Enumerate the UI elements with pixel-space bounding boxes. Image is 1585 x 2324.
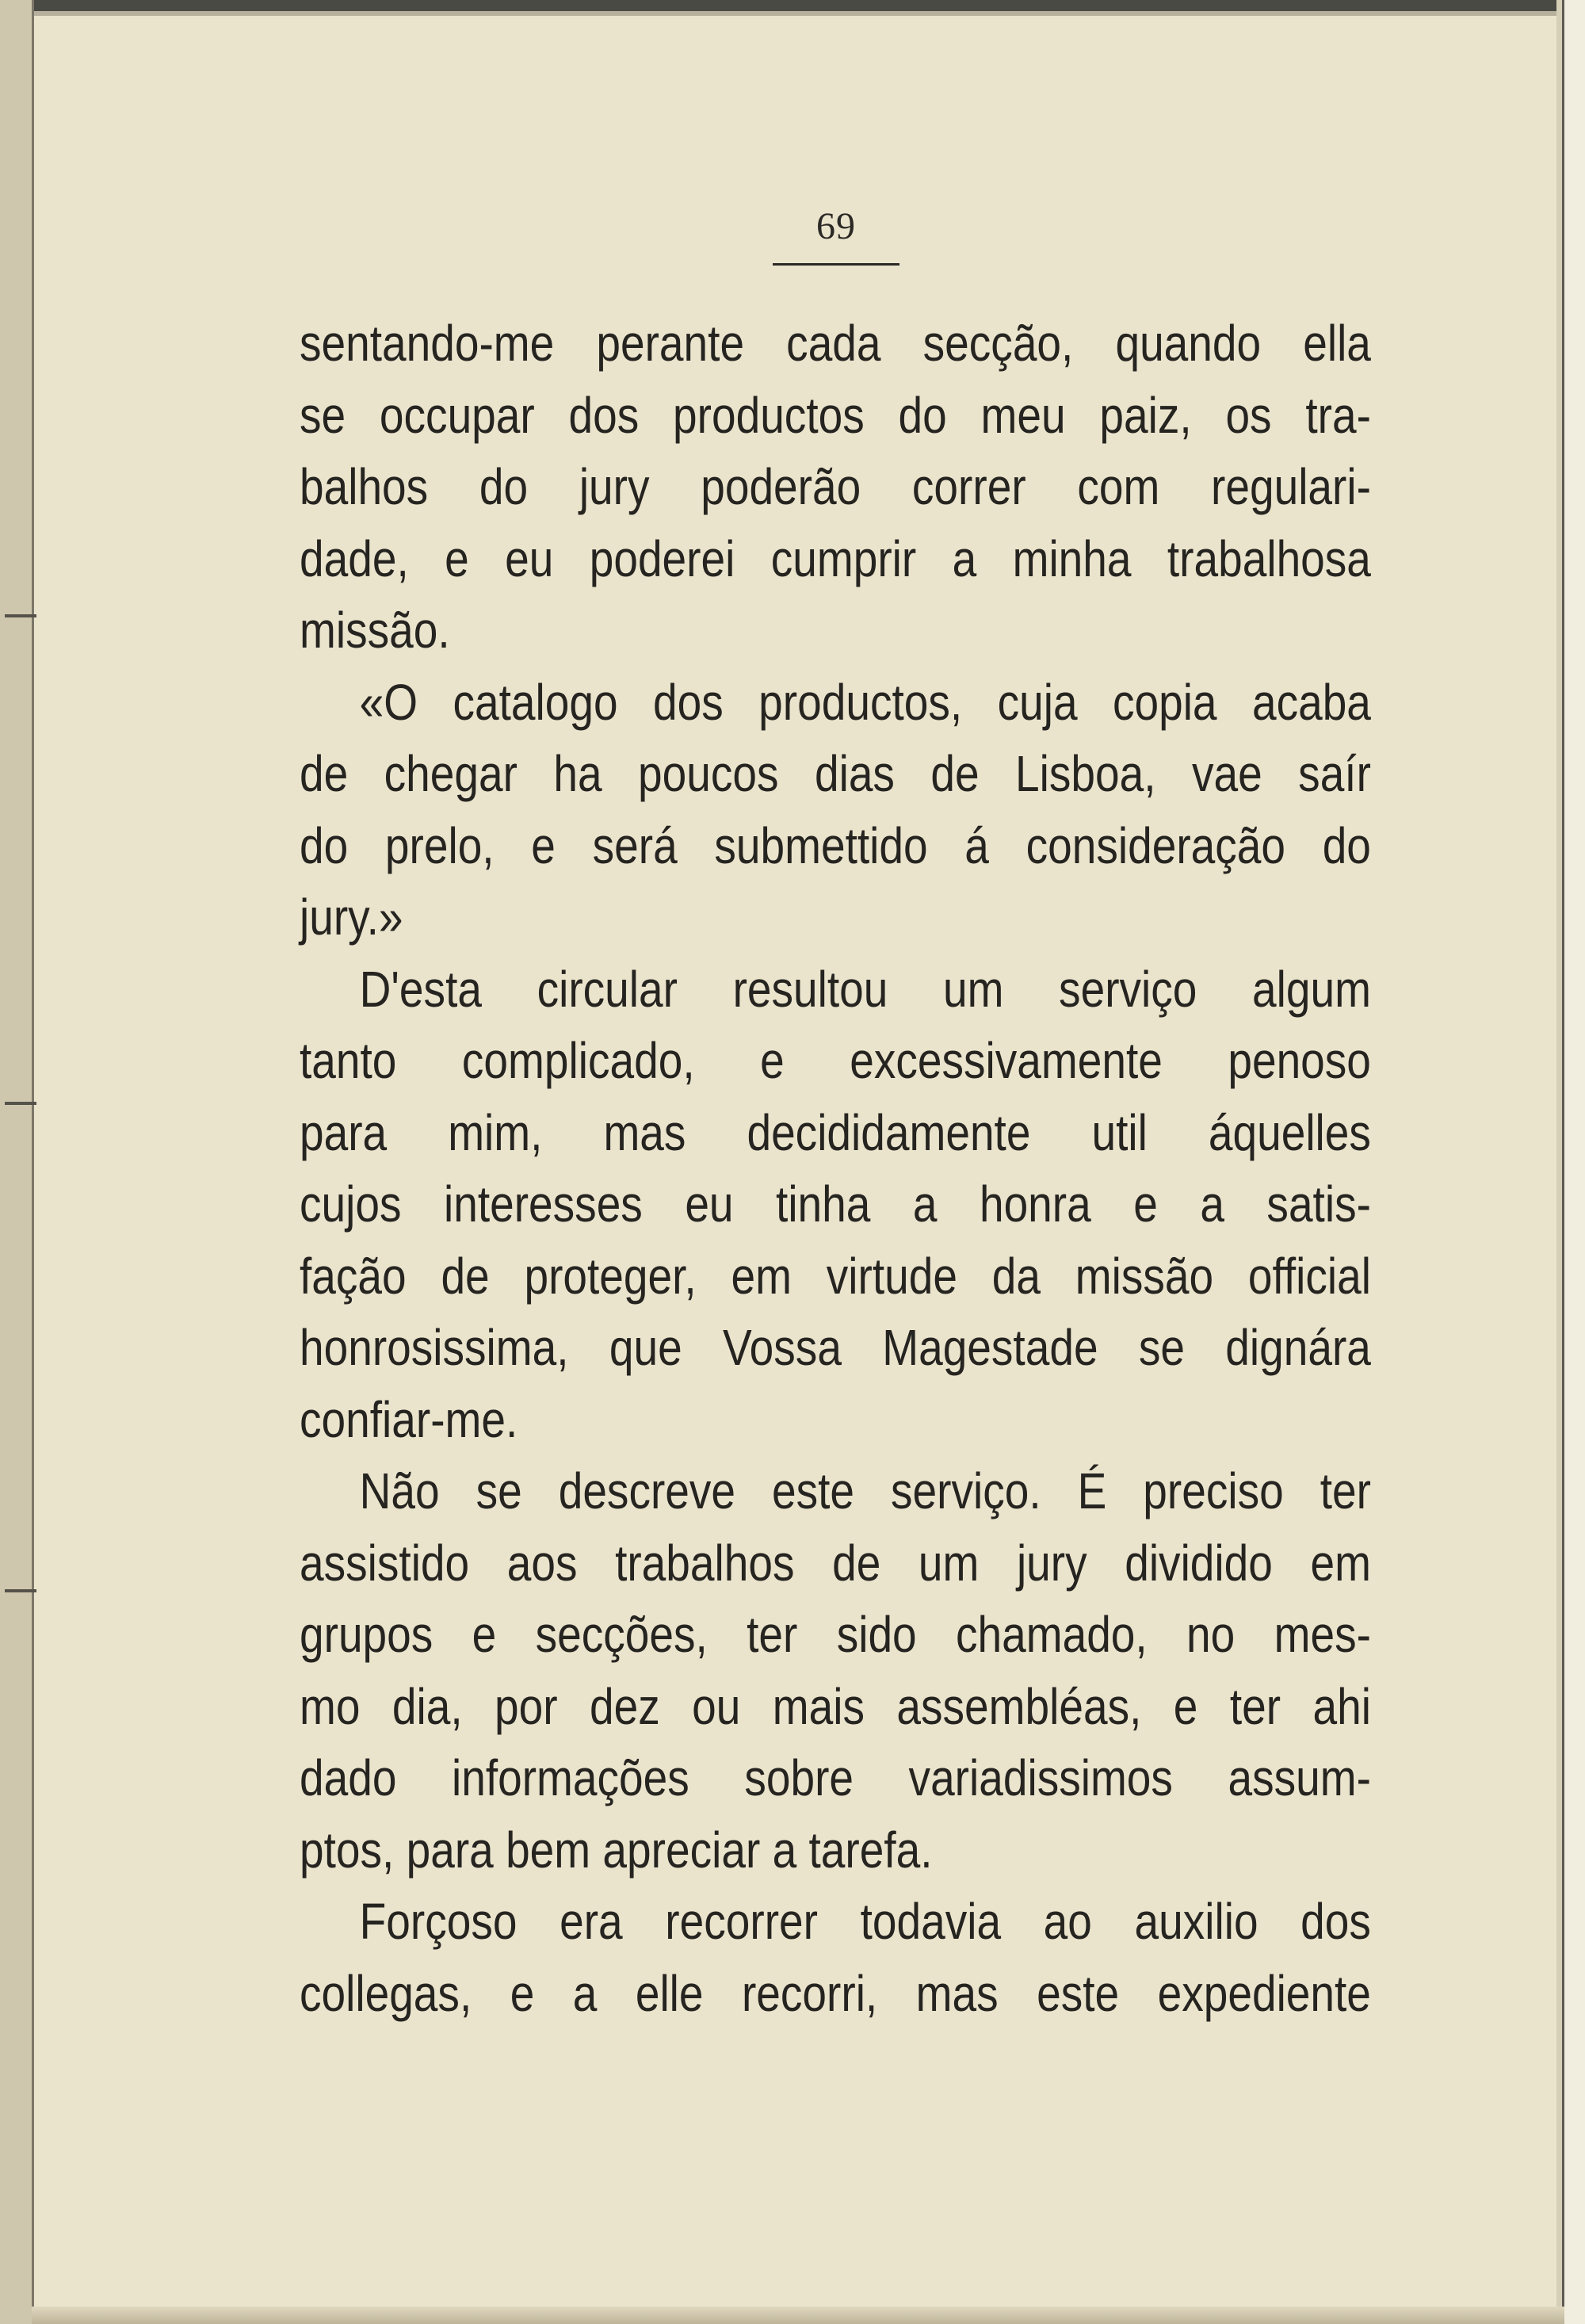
text-line: de chegar ha poucos dias de Lisboa, vae saír [300,745,1371,802]
top-edge-shadow [0,0,1585,11]
paragraph-start-line: D'esta circular resultou um serviço algum [359,960,1371,1018]
binding-edge [0,0,34,2324]
text-line: cujos interesses eu tinha a honra e a satis- [300,1175,1371,1233]
page-number: 69 [816,205,856,247]
text-line: missão. [300,602,450,659]
text-line: collegas, e a elle recorri, mas este expediente [300,1964,1371,2022]
binding-stitch-mark [5,1589,36,1592]
paragraph-start-line: «O catalogo dos productos, cuja copia acaba [359,673,1371,731]
right-page-edge [1562,0,1585,2324]
text-line: confiar-me. [300,1390,518,1448]
top-edge-highlight [32,11,1561,16]
text-line: honrosissima, que Vossa Magestade se dignára [300,1319,1371,1376]
paragraph-start-line: Não se descreve este serviço. É preciso ter [359,1462,1371,1519]
text-line: tanto complicado, e excessivamente penoso [300,1032,1371,1089]
page-number-rule [773,263,899,266]
text-line: assistido aos trabalhos de um jury dividido em [300,1534,1371,1592]
binding-stitch-mark [5,614,36,617]
text-line: dade, e eu poderei cumprir a minha trabalhosa [300,529,1371,587]
text-line: dado informações sobre variadissimos assum- [300,1749,1371,1806]
text-line: balhos do jury poderão correr com regulari- [300,458,1371,515]
binding-stitch-mark [5,1102,36,1105]
paragraph-start-line: Forçoso era recorrer todavia ao auxilio dos [359,1893,1371,1950]
text-line: jury.» [300,889,403,946]
text-line: fação de proteger, em virtude da missão official [300,1247,1371,1305]
text-line: grupos e secções, ter sido chamado, no mes- [300,1606,1371,1663]
text-line: se occupar dos productos do meu paiz, os tra- [300,386,1371,444]
text-line: para mim, mas decididamente util áquelles [300,1103,1371,1161]
bottom-edge-shadow [32,2307,1564,2324]
text-line: sentando-me perante cada secção, quando ella [300,315,1371,372]
text-line: do prelo, e será submettido á consideração do [300,816,1371,874]
text-line: mo dia, por dez ou mais assembléas, e ter ahi [300,1677,1371,1735]
text-line: ptos, para bem apreciar a tarefa. [300,1821,933,1879]
body-text [300,308,1371,2029]
